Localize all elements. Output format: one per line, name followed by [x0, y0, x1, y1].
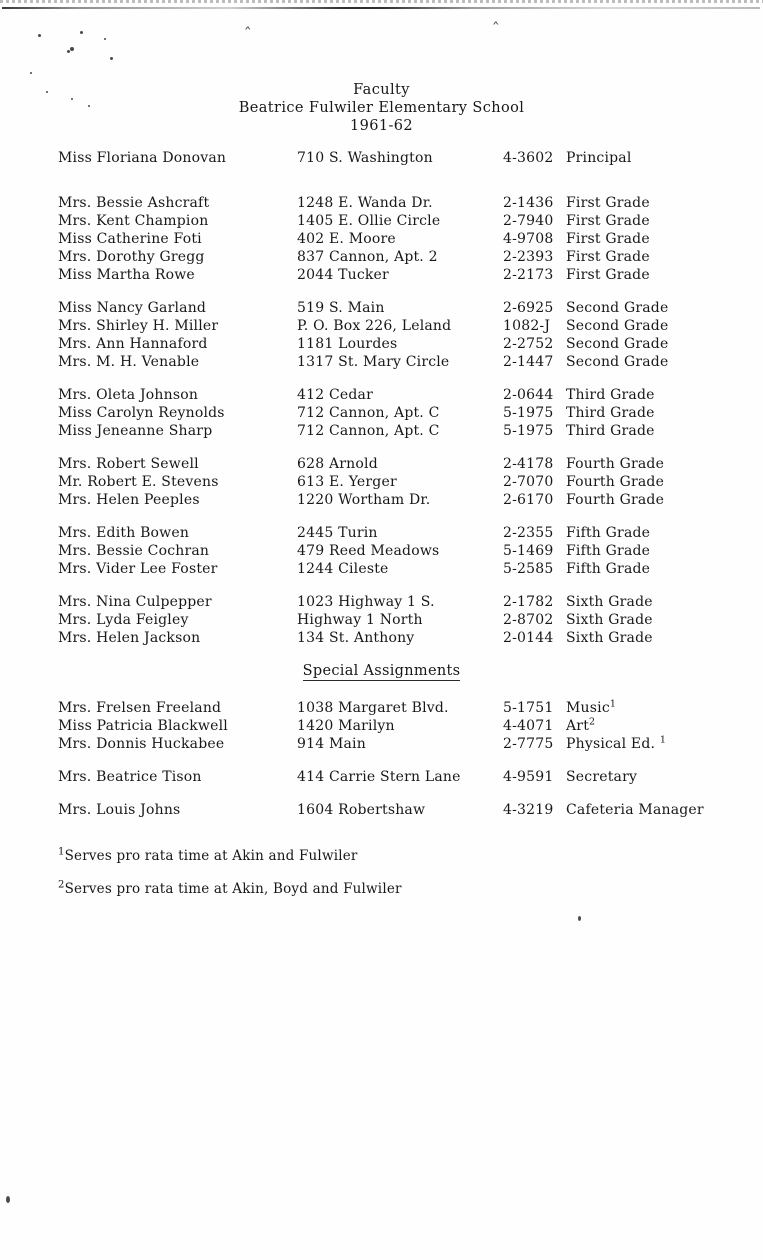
- table-row: [0, 594, 763, 612]
- table-row: [0, 802, 763, 820]
- person-phone: 1082-J: [503, 318, 551, 334]
- scan-speck: [67, 50, 70, 53]
- person-phone: 2-2752: [503, 336, 554, 352]
- scan-speck: [6, 1196, 10, 1203]
- person-name: Mrs. Lyda Feigley: [58, 612, 189, 628]
- person-assignment: Second Grade: [566, 300, 669, 316]
- person-address: 1248 E. Wanda Dr.: [297, 195, 433, 211]
- table-row: [0, 231, 763, 249]
- person-address: 710 S. Washington: [297, 150, 433, 166]
- table-row: [0, 336, 763, 354]
- table-row: [0, 405, 763, 423]
- person-phone: 2-1782: [503, 594, 554, 610]
- person-assignment: Fifth Grade: [566, 525, 651, 541]
- person-assignment: Second Grade: [566, 336, 669, 352]
- table-row: [0, 300, 763, 318]
- person-address: 402 E. Moore: [297, 231, 396, 247]
- person-address: 479 Reed Meadows: [297, 543, 440, 559]
- person-phone: 4-9591: [503, 769, 554, 785]
- person-address: 2445 Turin: [297, 525, 378, 541]
- person-name: Mrs. Nina Culpepper: [58, 594, 212, 610]
- person-name: Miss Patricia Blackwell: [58, 718, 228, 734]
- person-address: 1317 St. Mary Circle: [297, 354, 450, 370]
- person-assignment: [566, 736, 666, 752]
- person-assignment: [566, 700, 616, 716]
- scan-speck: [80, 31, 83, 34]
- person-assignment: Third Grade: [566, 405, 655, 421]
- person-assignment: First Grade: [566, 213, 650, 229]
- person-assignment: First Grade: [566, 249, 650, 265]
- person-address: 519 S. Main: [297, 300, 385, 316]
- person-name: Miss Catherine Foti: [58, 231, 202, 247]
- footnote: [58, 848, 698, 864]
- table-row: [0, 456, 763, 474]
- person-assignment: Fourth Grade: [566, 492, 665, 508]
- person-assignment: Cafeteria Manager: [566, 802, 704, 818]
- person-phone: 4-4071: [503, 718, 554, 734]
- person-name: Mrs. Shirley H. Miller: [58, 318, 219, 334]
- page-title-line2: Beatrice Fulwiler Elementary School: [238, 100, 525, 116]
- table-row: [0, 525, 763, 543]
- person-assignment: Second Grade: [566, 354, 669, 370]
- table-row: [0, 718, 763, 736]
- person-assignment: Second Grade: [566, 318, 669, 334]
- scan-line-artifact: [2, 7, 760, 9]
- footnote-marker: 1: [659, 734, 667, 746]
- group-separator: [0, 579, 763, 594]
- person-phone: 5-1975: [503, 423, 554, 439]
- table-row: [0, 354, 763, 372]
- person-name: Mrs. Beatrice Tison: [58, 769, 202, 785]
- person-assignment: First Grade: [566, 267, 650, 283]
- person-address: 837 Cannon, Apt. 2: [297, 249, 438, 265]
- section-heading-label: Special Assignments: [302, 663, 461, 679]
- person-name: Mr. Robert E. Stevens: [58, 474, 219, 490]
- footnote-text: Serves pro rata time at Akin and Fulwiler: [64, 848, 358, 864]
- person-assignment: First Grade: [566, 195, 650, 211]
- scan-speck: [578, 916, 581, 921]
- person-phone: 2-2355: [503, 525, 554, 541]
- person-phone: 5-2585: [503, 561, 554, 577]
- person-phone: 5-1751: [503, 700, 554, 716]
- table-row: [0, 150, 763, 168]
- person-phone: 4-9708: [503, 231, 554, 247]
- person-name: Mrs. Vider Lee Foster: [58, 561, 218, 577]
- person-assignment: Principal: [566, 150, 632, 166]
- person-phone: 2-7940: [503, 213, 554, 229]
- footnote-text: Serves pro rata time at Akin, Boyd and Fulwiler: [64, 881, 402, 897]
- person-phone: 4-3219: [503, 802, 554, 818]
- faculty-directory-list: [0, 150, 763, 648]
- person-address: 712 Cannon, Apt. C: [297, 405, 440, 421]
- footnotes-block: [58, 848, 698, 914]
- person-assignment: Sixth Grade: [566, 594, 653, 610]
- person-phone: 2-2393: [503, 249, 554, 265]
- person-assignment: Fifth Grade: [566, 543, 651, 559]
- group-separator: [0, 754, 763, 769]
- scan-edge-artifact: [0, 0, 763, 3]
- person-address: 1244 Cileste: [297, 561, 389, 577]
- person-address: 414 Carrie Stern Lane: [297, 769, 461, 785]
- person-assignment: Fourth Grade: [566, 456, 665, 472]
- person-assignment: Fifth Grade: [566, 561, 651, 577]
- person-address: 1023 Highway 1 S.: [297, 594, 435, 610]
- person-address: 1420 Marilyn: [297, 718, 395, 734]
- footnote: [58, 881, 698, 897]
- person-name: Mrs. Oleta Johnson: [58, 387, 199, 403]
- table-row: [0, 492, 763, 510]
- person-address: 2044 Tucker: [297, 267, 389, 283]
- person-name: Mrs. Dorothy Gregg: [58, 249, 205, 265]
- group-separator: [0, 441, 763, 456]
- person-assignment: Third Grade: [566, 387, 655, 403]
- person-name: Mrs. Frelsen Freeland: [58, 700, 222, 716]
- person-name: Mrs. Ann Hannaford: [58, 336, 208, 352]
- person-phone: 2-8702: [503, 612, 554, 628]
- person-address: 412 Cedar: [297, 387, 373, 403]
- footnote-marker: 1: [58, 846, 65, 858]
- group-separator: [0, 372, 763, 387]
- person-address: 1038 Margaret Blvd.: [297, 700, 449, 716]
- person-name: Mrs. Bessie Cochran: [58, 543, 210, 559]
- person-phone: 2-1447: [503, 354, 554, 370]
- person-phone: 5-1469: [503, 543, 554, 559]
- person-name: Mrs. Edith Bowen: [58, 525, 190, 541]
- table-row: [0, 474, 763, 492]
- person-assignment: Third Grade: [566, 423, 655, 439]
- person-phone: 2-0644: [503, 387, 554, 403]
- table-row: [0, 700, 763, 718]
- person-phone: 2-0144: [503, 630, 554, 646]
- table-row: [0, 387, 763, 405]
- assignment-label: Music: [566, 700, 610, 716]
- person-name: Mrs. Louis Johns: [58, 802, 181, 818]
- group-separator: [0, 285, 763, 300]
- group-separator: [0, 510, 763, 525]
- table-row: [0, 249, 763, 267]
- person-address: 914 Main: [297, 736, 366, 752]
- person-name: Mrs. Robert Sewell: [58, 456, 199, 472]
- person-assignment: First Grade: [566, 231, 650, 247]
- person-assignment: Secretary: [566, 769, 638, 785]
- table-row: [0, 318, 763, 336]
- person-phone: 2-7070: [503, 474, 554, 490]
- person-address: P. O. Box 226, Leland: [297, 318, 452, 334]
- person-name: Miss Jeneanne Sharp: [58, 423, 213, 439]
- person-name: Miss Nancy Garland: [58, 300, 207, 316]
- table-row: [0, 423, 763, 441]
- table-row: [0, 769, 763, 787]
- person-name: Miss Carolyn Reynolds: [58, 405, 225, 421]
- group-separator: [0, 787, 763, 802]
- person-name: Mrs. Kent Champion: [58, 213, 209, 229]
- scan-speck: [70, 47, 74, 51]
- table-row: [0, 736, 763, 754]
- person-address: 628 Arnold: [297, 456, 378, 472]
- table-row: [0, 543, 763, 561]
- footnote-marker: 2: [58, 879, 65, 891]
- page-title-line1: Faculty: [353, 82, 410, 98]
- person-assignment: Sixth Grade: [566, 612, 653, 628]
- footnote-marker: 1: [609, 698, 617, 710]
- person-assignment: Fourth Grade: [566, 474, 665, 490]
- person-name: Mrs. Helen Jackson: [58, 630, 201, 646]
- assignment-label: Art: [566, 718, 590, 734]
- page-title-line3: 1961-62: [349, 118, 414, 134]
- footnote-marker: 2: [589, 716, 596, 728]
- person-phone: 4-3602: [503, 150, 554, 166]
- person-phone: 2-7775: [503, 736, 554, 752]
- person-address: 134 St. Anthony: [297, 630, 415, 646]
- special-assignments-list: [0, 700, 763, 820]
- person-assignment: Sixth Grade: [566, 630, 653, 646]
- person-address: Highway 1 North: [297, 612, 423, 628]
- person-phone: 2-6170: [503, 492, 554, 508]
- person-phone: 2-1436: [503, 195, 554, 211]
- person-address: 1405 E. Ollie Circle: [297, 213, 441, 229]
- scan-speck: [38, 34, 41, 37]
- table-row: [0, 561, 763, 579]
- assignment-label: Physical Ed.: [566, 736, 656, 752]
- section-heading-special-assignments: [0, 663, 763, 679]
- person-name: Mrs. Bessie Ashcraft: [58, 195, 210, 211]
- group-separator: [0, 168, 763, 195]
- person-address: 1220 Wortham Dr.: [297, 492, 431, 508]
- table-row: [0, 267, 763, 285]
- person-address: 1181 Lourdes: [297, 336, 398, 352]
- table-row: [0, 630, 763, 648]
- person-name: Miss Martha Rowe: [58, 267, 195, 283]
- person-phone: 2-2173: [503, 267, 554, 283]
- scan-speck: [30, 72, 32, 74]
- table-row: [0, 195, 763, 213]
- scan-speck: [104, 38, 106, 40]
- person-name: Mrs. Helen Peeples: [58, 492, 200, 508]
- scan-speck: [110, 57, 113, 60]
- person-phone: 2-6925: [503, 300, 554, 316]
- person-name: Miss Floriana Donovan: [58, 150, 227, 166]
- table-row: [0, 213, 763, 231]
- person-name: Mrs. Donnis Huckabee: [58, 736, 225, 752]
- person-address: 1604 Robertshaw: [297, 802, 426, 818]
- person-phone: 2-4178: [503, 456, 554, 472]
- person-name: Mrs. M. H. Venable: [58, 354, 200, 370]
- person-address: 613 E. Yerger: [297, 474, 397, 490]
- person-phone: 5-1975: [503, 405, 554, 421]
- person-address: 712 Cannon, Apt. C: [297, 423, 440, 439]
- person-assignment: [566, 718, 595, 734]
- table-row: [0, 612, 763, 630]
